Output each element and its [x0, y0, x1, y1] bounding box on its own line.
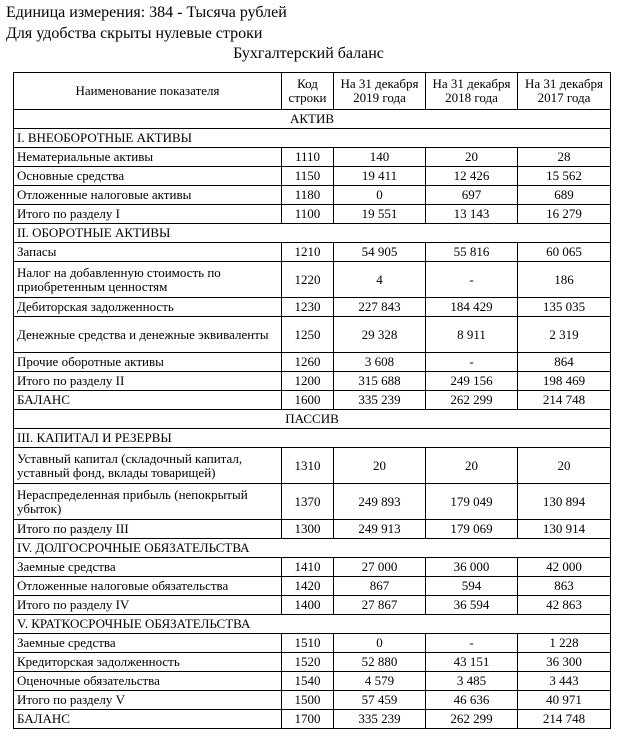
- hidden-rows-note: Для удобства скрыты нулевые строки: [6, 25, 263, 42]
- value-2019: 19 411: [334, 167, 426, 186]
- value-2019: 227 843: [334, 298, 426, 317]
- row-name: Запасы: [14, 243, 282, 262]
- table-row: [14, 148, 611, 167]
- section-header-row: [14, 129, 611, 148]
- table-row: [14, 484, 611, 520]
- row-code: 1180: [282, 186, 334, 205]
- value-2019: 20: [334, 448, 426, 484]
- section-title: I. ВНЕОБОРОТНЫЕ АКТИВЫ: [14, 129, 611, 148]
- row-name: Отложенные налоговые активы: [14, 186, 282, 205]
- row-name: Нераспределенная прибыль (непокрытый убыток): [14, 484, 282, 520]
- row-name: Основные средства: [14, 167, 282, 186]
- value-2017: 2 319: [518, 317, 611, 353]
- value-2017: 36 300: [518, 653, 611, 672]
- group-title: ПАССИВ: [14, 410, 611, 429]
- row-name: Кредиторская задолженность: [14, 653, 282, 672]
- value-2017: 42 863: [518, 596, 611, 615]
- value-2017: 130 894: [518, 484, 611, 520]
- row-name: Денежные средства и денежные эквиваленты: [14, 317, 282, 353]
- value-2019: 335 239: [334, 391, 426, 410]
- row-name: Нематериальные активы: [14, 148, 282, 167]
- row-code: 1230: [282, 298, 334, 317]
- value-2017: 1 228: [518, 634, 611, 653]
- value-2017: 42 000: [518, 558, 611, 577]
- value-2019: 29 328: [334, 317, 426, 353]
- section-header-row: [14, 615, 611, 634]
- balance-sheet-table: [13, 72, 611, 729]
- table-row: [14, 634, 611, 653]
- unit-of-measure: Единица измерения: 384 - Тысяча рублей: [6, 4, 287, 21]
- value-2017: 135 035: [518, 298, 611, 317]
- section-title: IV. ДОЛГОСРОЧНЫЕ ОБЯЗАТЕЛЬСТВА: [14, 539, 611, 558]
- row-code: 1370: [282, 484, 334, 520]
- row-code: 1250: [282, 317, 334, 353]
- value-2019: 27 000: [334, 558, 426, 577]
- value-2019: 249 913: [334, 520, 426, 539]
- value-2018: 249 156: [426, 372, 518, 391]
- row-code: 1600: [282, 391, 334, 410]
- value-2017: 16 279: [518, 205, 611, 224]
- value-2018: 697: [426, 186, 518, 205]
- row-code: 1100: [282, 205, 334, 224]
- value-2018: 36 000: [426, 558, 518, 577]
- table-row: [14, 298, 611, 317]
- row-name: Оценочные обязательства: [14, 672, 282, 691]
- table-row: [14, 520, 611, 539]
- value-2018: 46 636: [426, 691, 518, 710]
- row-name: БАЛАНС: [14, 391, 282, 410]
- value-2018: -: [426, 262, 518, 298]
- row-name: Отложенные налоговые обязательства: [14, 577, 282, 596]
- row-code: 1510: [282, 634, 334, 653]
- column-header-2017: На 31 декабря 2017 года: [518, 73, 611, 110]
- value-2018: 55 816: [426, 243, 518, 262]
- table-row: [14, 391, 611, 410]
- value-2018: 43 151: [426, 653, 518, 672]
- table-header-row: [14, 73, 611, 110]
- value-2018: -: [426, 634, 518, 653]
- row-name: Заемные средства: [14, 634, 282, 653]
- table-row: [14, 596, 611, 615]
- row-code: 1400: [282, 596, 334, 615]
- value-2018: 36 594: [426, 596, 518, 615]
- column-header-2018: На 31 декабря 2018 года: [426, 73, 518, 110]
- value-2017: 20: [518, 448, 611, 484]
- value-2017: 186: [518, 262, 611, 298]
- value-2019: 3 608: [334, 353, 426, 372]
- value-2017: 864: [518, 353, 611, 372]
- section-header-row: [14, 224, 611, 243]
- value-2017: 863: [518, 577, 611, 596]
- row-code: 1420: [282, 577, 334, 596]
- row-name: Заемные средства: [14, 558, 282, 577]
- row-name: Уставный капитал (складочный капитал, уставный фонд, вклады товарищей): [14, 448, 282, 484]
- table-row: [14, 205, 611, 224]
- value-2019: 19 551: [334, 205, 426, 224]
- value-2019: 27 867: [334, 596, 426, 615]
- value-2018: 262 299: [426, 391, 518, 410]
- group-header-row: [14, 110, 611, 129]
- row-code: 1410: [282, 558, 334, 577]
- table-row: [14, 577, 611, 596]
- value-2017: 15 562: [518, 167, 611, 186]
- row-code: 1220: [282, 262, 334, 298]
- table-row: [14, 317, 611, 353]
- value-2019: 140: [334, 148, 426, 167]
- section-title: III. КАПИТАЛ И РЕЗЕРВЫ: [14, 429, 611, 448]
- row-code: 1150: [282, 167, 334, 186]
- row-name: Итого по разделу I: [14, 205, 282, 224]
- value-2019: 315 688: [334, 372, 426, 391]
- value-2017: 3 443: [518, 672, 611, 691]
- row-name: Налог на добавленную стоимость по приобретенным ценностям: [14, 262, 282, 298]
- value-2018: -: [426, 353, 518, 372]
- value-2019: 4 579: [334, 672, 426, 691]
- row-name: Итого по разделу V: [14, 691, 282, 710]
- value-2019: 0: [334, 186, 426, 205]
- group-title: АКТИВ: [14, 110, 611, 129]
- value-2017: 130 914: [518, 520, 611, 539]
- row-name: Прочие оборотные активы: [14, 353, 282, 372]
- value-2018: 179 049: [426, 484, 518, 520]
- row-code: 1260: [282, 353, 334, 372]
- row-name: Итого по разделу III: [14, 520, 282, 539]
- value-2019: 57 459: [334, 691, 426, 710]
- value-2019: 4: [334, 262, 426, 298]
- value-2018: 20: [426, 448, 518, 484]
- document-title: Бухгалтерский баланс: [233, 45, 384, 62]
- value-2017: 198 469: [518, 372, 611, 391]
- row-code: 1500: [282, 691, 334, 710]
- table-row: [14, 186, 611, 205]
- section-title: V. КРАТКОСРОЧНЫЕ ОБЯЗАТЕЛЬСТВА: [14, 615, 611, 634]
- group-header-row: [14, 410, 611, 429]
- value-2018: 3 485: [426, 672, 518, 691]
- value-2019: 867: [334, 577, 426, 596]
- table-row: [14, 372, 611, 391]
- section-header-row: [14, 539, 611, 558]
- value-2018: 12 426: [426, 167, 518, 186]
- value-2017: 40 971: [518, 691, 611, 710]
- table-row: [14, 243, 611, 262]
- row-code: 1210: [282, 243, 334, 262]
- value-2018: 262 299: [426, 710, 518, 729]
- value-2019: 335 239: [334, 710, 426, 729]
- column-header-code: Код строки: [282, 73, 334, 110]
- value-2018: 20: [426, 148, 518, 167]
- row-name: БАЛАНС: [14, 710, 282, 729]
- table-row: [14, 262, 611, 298]
- row-name: Итого по разделу IV: [14, 596, 282, 615]
- value-2019: 52 880: [334, 653, 426, 672]
- value-2019: 54 905: [334, 243, 426, 262]
- value-2017: 689: [518, 186, 611, 205]
- table-row: [14, 353, 611, 372]
- row-code: 1700: [282, 710, 334, 729]
- value-2017: 60 065: [518, 243, 611, 262]
- value-2018: 594: [426, 577, 518, 596]
- column-header-2019: На 31 декабря 2019 года: [334, 73, 426, 110]
- row-name: Дебиторская задолженность: [14, 298, 282, 317]
- row-name: Итого по разделу II: [14, 372, 282, 391]
- value-2019: 249 893: [334, 484, 426, 520]
- section-header-row: [14, 429, 611, 448]
- row-code: 1110: [282, 148, 334, 167]
- table-row: [14, 672, 611, 691]
- value-2017: 214 748: [518, 710, 611, 729]
- table-row: [14, 558, 611, 577]
- row-code: 1540: [282, 672, 334, 691]
- document-header: [0, 0, 617, 70]
- value-2017: 214 748: [518, 391, 611, 410]
- table-row: [14, 167, 611, 186]
- row-code: 1520: [282, 653, 334, 672]
- table-row: [14, 710, 611, 729]
- row-code: 1310: [282, 448, 334, 484]
- value-2018: 179 069: [426, 520, 518, 539]
- value-2018: 13 143: [426, 205, 518, 224]
- table-row: [14, 691, 611, 710]
- value-2019: 0: [334, 634, 426, 653]
- row-code: 1200: [282, 372, 334, 391]
- table-row: [14, 653, 611, 672]
- table-row: [14, 448, 611, 484]
- column-header-name: Наименование показателя: [14, 73, 282, 110]
- value-2017: 28: [518, 148, 611, 167]
- section-title: II. ОБОРОТНЫЕ АКТИВЫ: [14, 224, 611, 243]
- value-2018: 8 911: [426, 317, 518, 353]
- row-code: 1300: [282, 520, 334, 539]
- value-2018: 184 429: [426, 298, 518, 317]
